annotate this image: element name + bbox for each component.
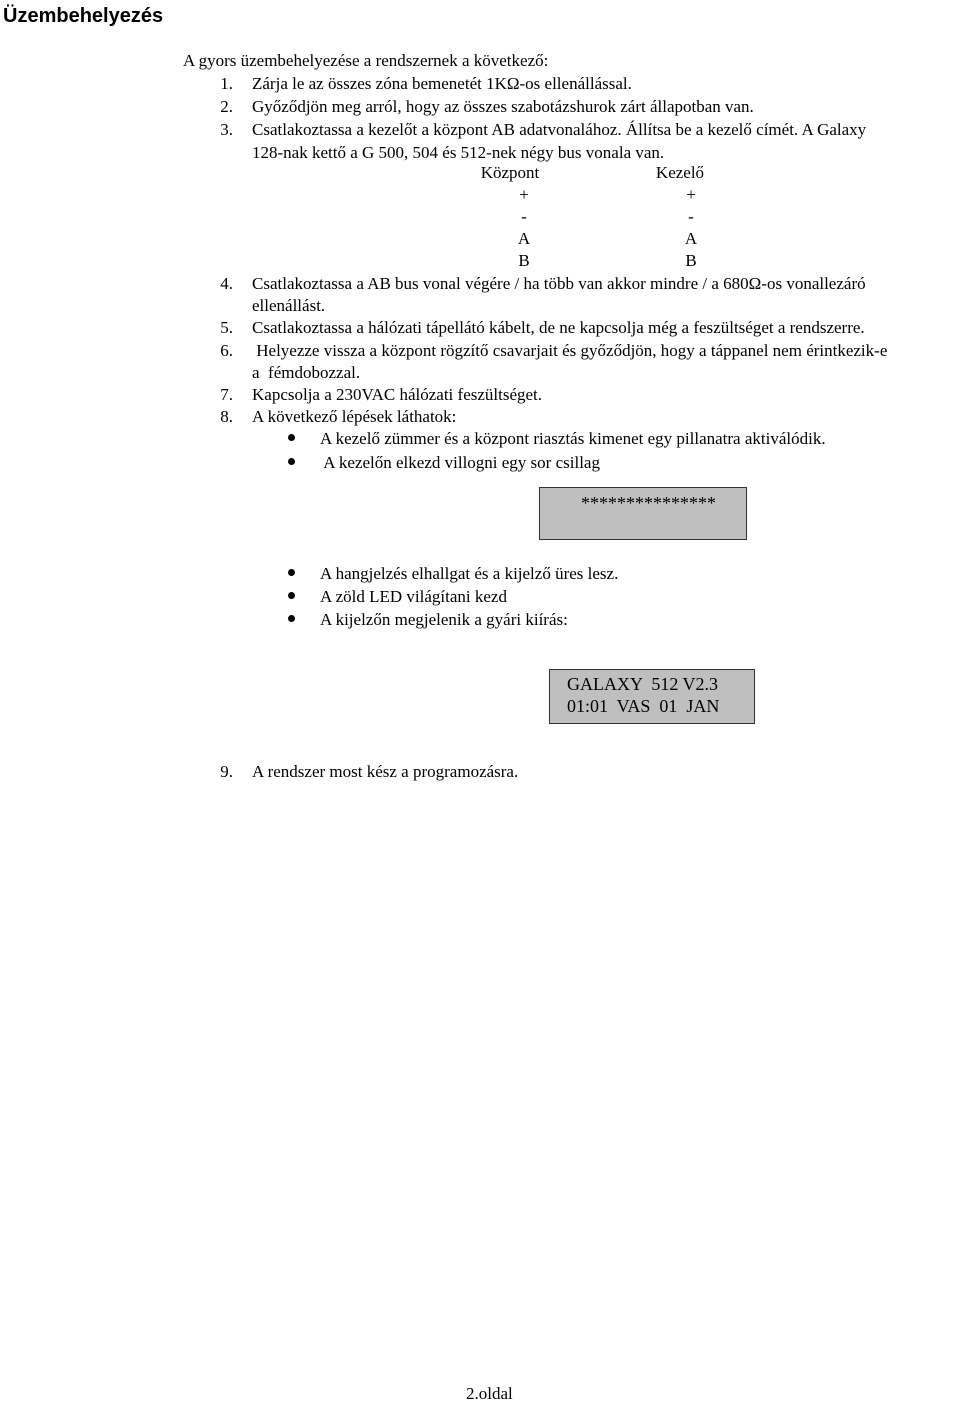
page-title: Üzembehelyezés (3, 5, 164, 27)
step-text: Győződjön meg arról, hogy az összes szabotázshurok zárt állapotban van. (252, 97, 754, 116)
step-number: 2. (220, 97, 233, 116)
intro-text: A gyors üzembehelyezése a rendszernek a következő: (183, 51, 549, 70)
wiring-terminal: B (518, 251, 530, 270)
wiring-terminal: - (688, 207, 694, 226)
wiring-terminal: A (684, 229, 698, 248)
step-number: 5. (220, 318, 233, 337)
step-text: ellenállást. (252, 296, 326, 315)
wiring-terminal: - (521, 207, 527, 226)
wiring-header-kozpont: Központ (480, 163, 540, 182)
step-number: 4. (220, 274, 233, 293)
list-item: A kijelzőn megjelenik a gyári kiírás: (320, 610, 568, 629)
step-text: a fémdobozzal. (252, 363, 361, 382)
list-item: A kezelő zümmer és a központ riasztás kimenet egy pillanatra aktiválódik. (320, 429, 826, 448)
step-text: A következő lépések láthatok: (252, 407, 457, 426)
display-line: GALAXY 512 V2.3 (567, 674, 718, 694)
step-text: Kapcsolja a 230VAC hálózati feszültséget. (252, 385, 543, 404)
step-text: Helyezze vissza a központ rögzítő csavarjait és győződjön, hogy a táppanel nem érintkezik-e (252, 341, 888, 360)
step-text: 128-nak kettő a G 500, 504 és 512-nek négy bus vonala van. (252, 143, 665, 162)
step-text: Csatlakoztassa a hálózati tápellátó kábelt, de ne kapcsolja még a feszültséget a rendszerre. (252, 318, 865, 337)
step-number: 6. (220, 341, 233, 360)
display-line: 01:01 VAS 01 JAN (567, 696, 720, 716)
wiring-terminal: B (685, 251, 697, 270)
step-text: Zárja le az összes zóna bemenetét 1KΩ-os ellenállással. (252, 74, 632, 93)
wiring-terminal: + (519, 185, 529, 204)
step-text: Csatlakoztassa a kezelőt a központ AB adatvonalához. Állítsa be a kezelő címét. A Galaxy (252, 120, 867, 139)
step-number: 1. (220, 74, 233, 93)
step-number: 3. (220, 120, 233, 139)
step-text: A rendszer most kész a programozásra. (252, 762, 519, 781)
keypad-display (539, 487, 747, 540)
list-item: A kezelőn elkezd villogni egy sor csillag (320, 453, 600, 472)
bullet-icon (288, 458, 295, 465)
wiring-terminal: A (517, 229, 531, 248)
wiring-terminal: + (686, 185, 696, 204)
step-number: 7. (220, 385, 233, 404)
bullet-icon (288, 592, 295, 599)
step-number: 9. (220, 762, 233, 781)
bullet-icon (288, 434, 295, 441)
step-text: Csatlakoztassa a AB bus vonal végére / ha több van akkor mindre / a 680Ω-os vonallezáró (252, 274, 866, 293)
list-item: A hangjelzés elhallgat és a kijelző üres lesz. (320, 564, 619, 583)
bullet-icon (288, 569, 295, 576)
list-item: A zöld LED világítani kezd (320, 587, 507, 606)
page-number: 2.oldal (466, 1384, 513, 1403)
display-text: *************** (581, 493, 716, 513)
wiring-header-kezelo: Kezelő (655, 163, 705, 182)
bullet-icon (288, 615, 295, 622)
step-number: 8. (220, 407, 233, 426)
keypad-display (549, 669, 755, 724)
